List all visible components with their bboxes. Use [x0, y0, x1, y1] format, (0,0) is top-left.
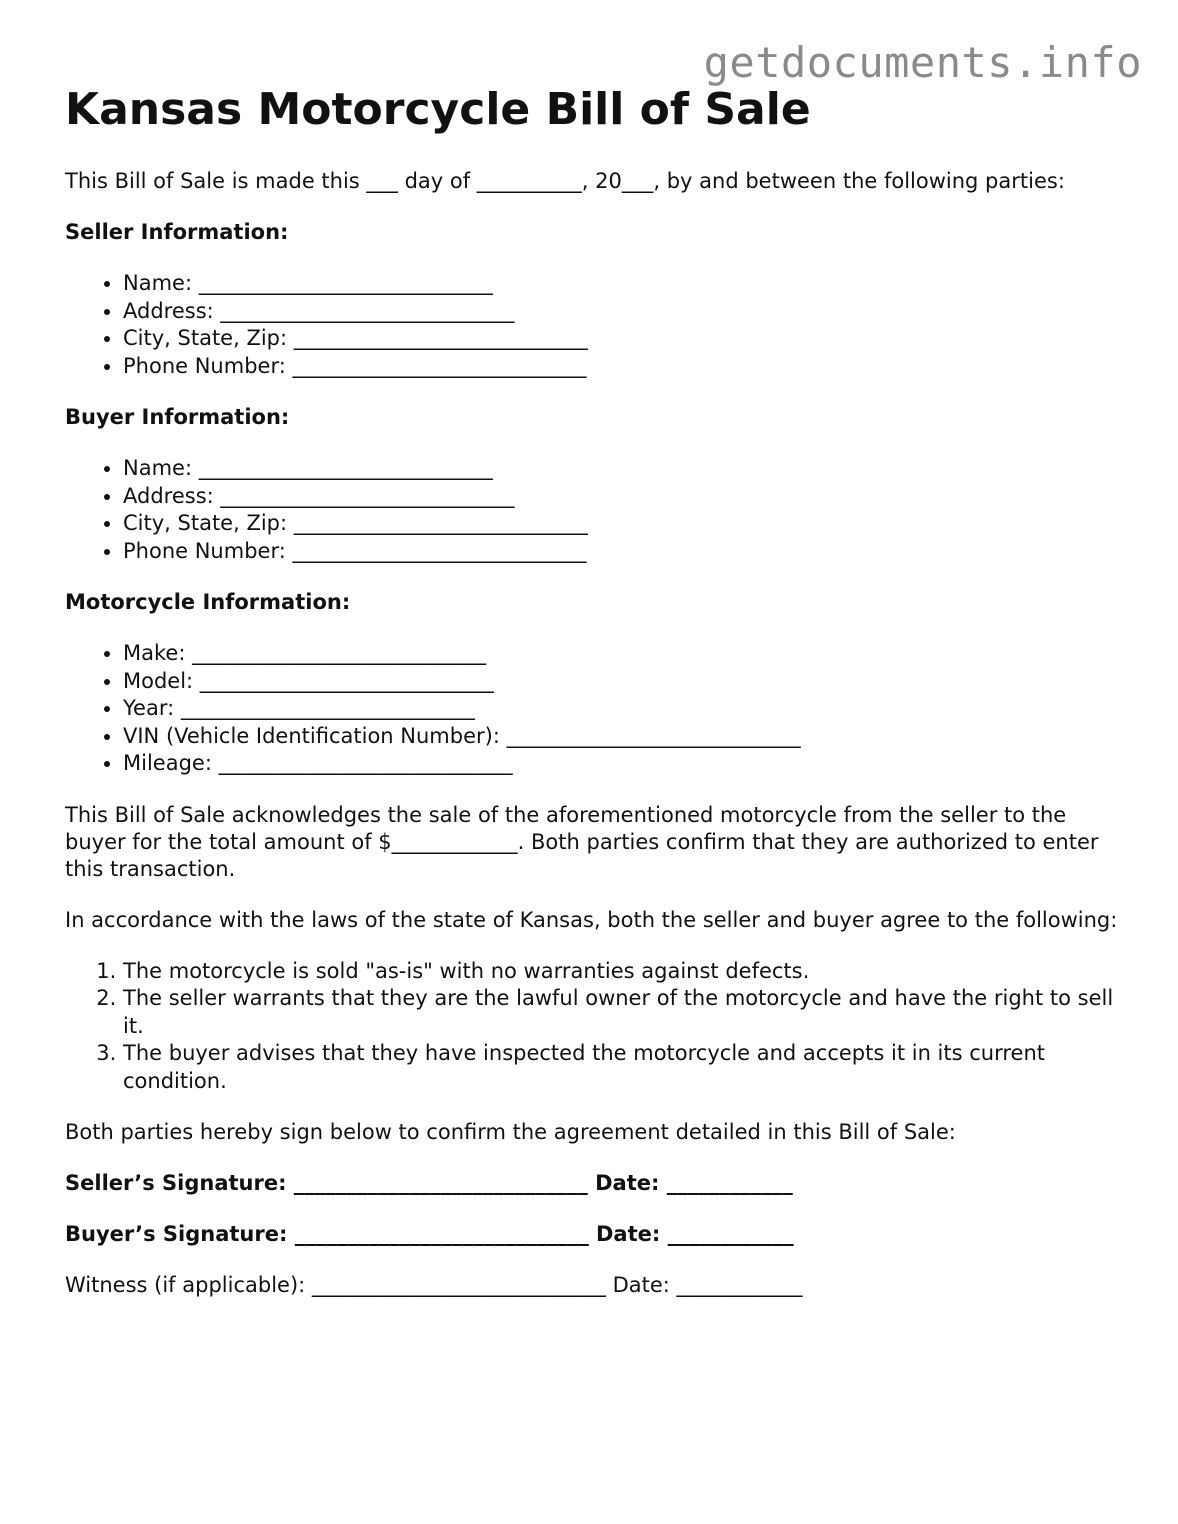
- seller-address-field: • Address: ____________________________: [123, 298, 1125, 326]
- motorcycle-heading: Motorcycle Information:: [65, 590, 351, 614]
- document-page: [65, 82, 1125, 1323]
- witness-signature-line: Witness (if applicable): ____________________________ Date: ____________: [65, 1273, 803, 1297]
- motorcycle-vin-field: • VIN (Vehicle Identification Number): ____________________________: [123, 723, 1125, 751]
- motorcycle-mileage-field: • Mileage: ____________________________: [123, 750, 1125, 778]
- seller-fields-list: [65, 270, 1125, 380]
- seller-signature-line: Seller’s Signature: ____________________________ Date: ____________: [65, 1171, 793, 1195]
- buyer-city-state-zip-field: • City, State, Zip: ____________________________: [123, 510, 1125, 538]
- sign-intro-paragraph: Both parties hereby sign below to confirm the agreement detailed in this Bill of Sale:: [65, 1120, 956, 1144]
- seller-city-state-zip-field: • City, State, Zip: ____________________________: [123, 325, 1125, 353]
- document-title: Kansas Motorcycle Bill of Sale: [65, 84, 811, 135]
- motorcycle-year-field: • Year: ____________________________: [123, 695, 1125, 723]
- buyer-signature-line: Buyer’s Signature: ____________________________ Date: ____________: [65, 1222, 794, 1246]
- accordance-paragraph: In accordance with the laws of the state of Kansas, both the seller and buyer agree to the following:: [65, 907, 1118, 932]
- seller-name-field: • Name: ____________________________: [123, 270, 1125, 298]
- term-item: 2. The seller warrants that they are the lawful owner of the motorcycle and have the right to sell it.: [123, 985, 1125, 1040]
- seller-heading: Seller Information:: [65, 220, 289, 244]
- acknowledgment-paragraph: This Bill of Sale acknowledges the sale of the aforementioned motorcycle from the seller to the buyer for the total amount of $____________. Both parties confirm that they are authorized to enter this transaction.: [65, 802, 1099, 881]
- buyer-heading: Buyer Information:: [65, 405, 290, 429]
- buyer-phone-field: • Phone Number: ____________________________: [123, 538, 1125, 566]
- seller-phone-field: • Phone Number: ____________________________: [123, 353, 1125, 381]
- buyer-fields-list: [65, 455, 1125, 565]
- motorcycle-make-field: • Make: ____________________________: [123, 640, 1125, 668]
- buyer-name-field: • Name: ____________________________: [123, 455, 1125, 483]
- terms-list: [65, 958, 1125, 1096]
- term-item: 1. The motorcycle is sold "as-is" with no warranties against defects.: [123, 958, 1125, 986]
- buyer-address-field: • Address: ____________________________: [123, 483, 1125, 511]
- term-item: 3. The buyer advises that they have inspected the motorcycle and accepts it in its current condition.: [123, 1040, 1125, 1095]
- watermark: getdocuments.info: [703, 38, 1142, 87]
- motorcycle-fields-list: [65, 640, 1125, 778]
- motorcycle-model-field: • Model: ____________________________: [123, 668, 1125, 696]
- intro-paragraph: This Bill of Sale is made this ___ day of __________, 20___, by and between the following parties:: [65, 169, 1065, 193]
